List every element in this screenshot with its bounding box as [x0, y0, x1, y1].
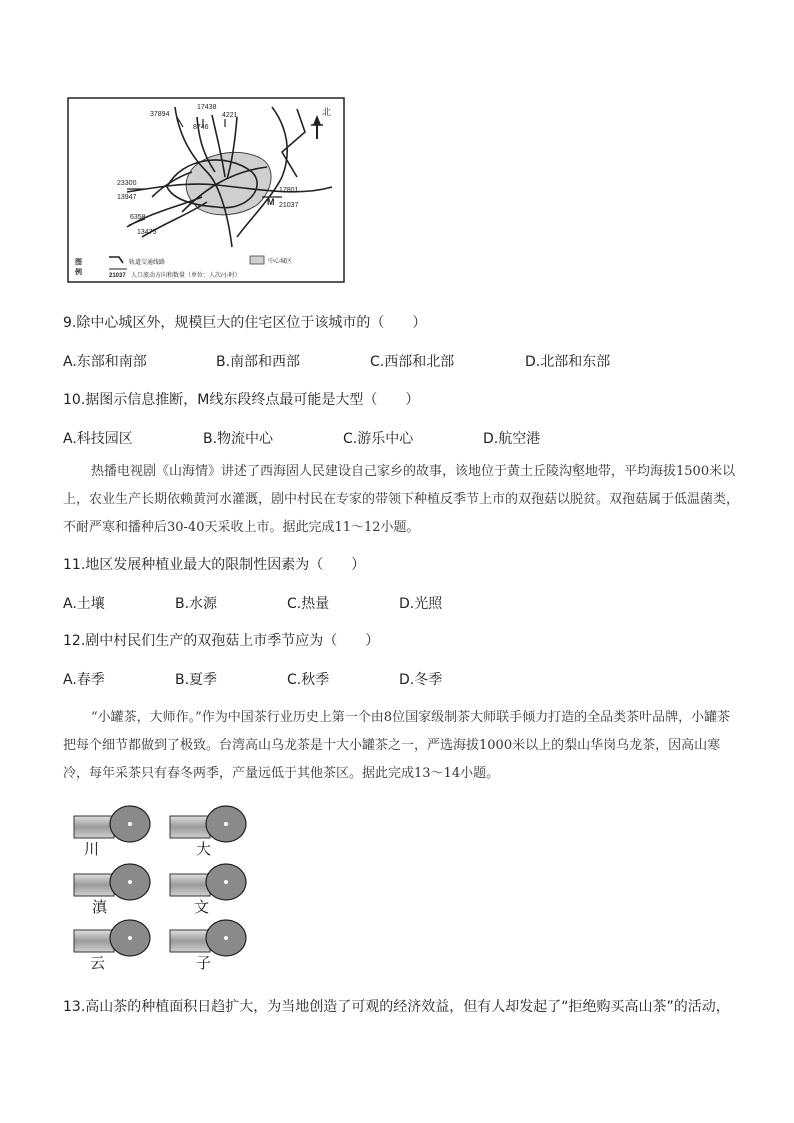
tea-can-label: 云	[90, 954, 106, 970]
legend-center-label: 中心城区	[268, 259, 293, 265]
legend-title: 图	[75, 259, 82, 266]
flow-label: 37894	[150, 111, 170, 118]
tea-can	[170, 920, 246, 970]
q9-option-d[interactable]: D.北部和东部	[525, 354, 611, 370]
flow-label: 4221	[222, 112, 238, 119]
tea-can-label: 川	[84, 840, 100, 858]
question-9-stem: 9.除中心城区外，规模巨大的住宅区位于该城市的（ ）	[63, 315, 427, 331]
flow-label: 13475	[137, 229, 157, 236]
legend-title: 例	[75, 269, 82, 276]
legend-flow-sample: 21037	[109, 273, 126, 279]
q11-option-b[interactable]: B.水源	[175, 596, 218, 612]
tea-can-label: 文	[194, 898, 210, 916]
tea-can	[170, 806, 246, 858]
q10-option-b[interactable]: B.物流中心	[203, 431, 274, 447]
q12-option-a[interactable]: A.春季	[63, 672, 105, 688]
question-11-stem: 11.地区发展种植业最大的限制性因素为（ ）	[63, 557, 366, 573]
flow-label: 13947	[117, 194, 137, 201]
q11-option-c[interactable]: C.热量	[287, 596, 330, 612]
q12-option-b[interactable]: B.夏季	[175, 672, 218, 688]
passage-shanhaiqing: 热播电视剧《山海情》讲述了西海固人民建设自己家乡的故事，该地位于黄土丘陵沟壑地带，平均海拔1500米以上，农业生产长期依赖黄河水灌溉，剧中村民在专家的带领下种植反季节上市的双孢菇以脱贫。双孢菇属于低温菌类，不耐严寒和播种后30-40天采收上市。据此完成11～12小题。	[63, 464, 740, 535]
legend-center-symbol	[250, 256, 264, 264]
tea-cans-figure	[70, 798, 260, 970]
q9-option-a[interactable]: A.东部和南部	[63, 354, 147, 370]
passage-xiaoguancha: “小罐茶，大师作。”作为中国茶行业历史上第一个由8位国家级制茶大师联手倾力打造的全品类茶叶品牌，小罐茶把每个细节都做到了极致。台湾高山乌龙茶是十大小罐茶之一，严选海拔1000米以上的梨山华岗乌龙茶，因高山寒冷，每年采茶只有春冬两季，产量远低于其他茶区。据此完成13～14小题。	[63, 710, 731, 781]
q12-option-d[interactable]: D.冬季	[399, 672, 443, 688]
north-label: 北	[322, 108, 332, 118]
tea-can	[170, 864, 246, 916]
legend-flow-label: 人口流动方向和数量（单位：人次/小时）	[131, 273, 241, 279]
q10-option-d[interactable]: D.航空港	[483, 431, 541, 447]
flow-label: 17438	[197, 104, 217, 111]
q12-option-c[interactable]: C.秋季	[287, 672, 330, 688]
q11-option-d[interactable]: D.光照	[399, 596, 443, 612]
city-map-figure	[67, 97, 345, 283]
q9-option-c[interactable]: C.西部和北部	[370, 354, 455, 370]
question-13-stem: 13.高山茶的种植面积日趋扩大，为当地创造了可观的经济效益，但有人却发起了“拒绝购买高山茶”的活动，	[63, 999, 730, 1015]
flow-label: 21037	[279, 202, 299, 209]
flow-label: 8746	[193, 124, 209, 131]
question-12-stem: 12.剧中村民们生产的双孢菇上市季节应为（ ）	[63, 633, 380, 649]
q10-option-c[interactable]: C.游乐中心	[343, 431, 414, 447]
question-10-stem: 10.据图示信息推断，M线东段终点最可能是大型（ ）	[63, 392, 420, 408]
tea-can	[74, 920, 150, 970]
flow-label: 17801	[279, 187, 299, 194]
legend-rail-label: 轨道交通线路	[129, 260, 166, 266]
tea-can-label: 滇	[92, 898, 108, 916]
q11-option-a[interactable]: A.土壤	[63, 596, 105, 612]
tea-cans	[70, 798, 260, 970]
q10-option-a[interactable]: A.科技园区	[63, 431, 133, 447]
tea-can	[74, 864, 150, 916]
q9-option-b[interactable]: B.南部和西部	[216, 354, 301, 370]
line-m-label: M	[267, 197, 275, 207]
tea-can	[74, 806, 150, 858]
city-map	[67, 97, 345, 283]
tea-can-label: 大	[196, 840, 212, 858]
flow-label: 6358	[130, 214, 146, 221]
tea-can-label: 子	[196, 954, 212, 970]
flow-label: 23300	[117, 180, 137, 187]
